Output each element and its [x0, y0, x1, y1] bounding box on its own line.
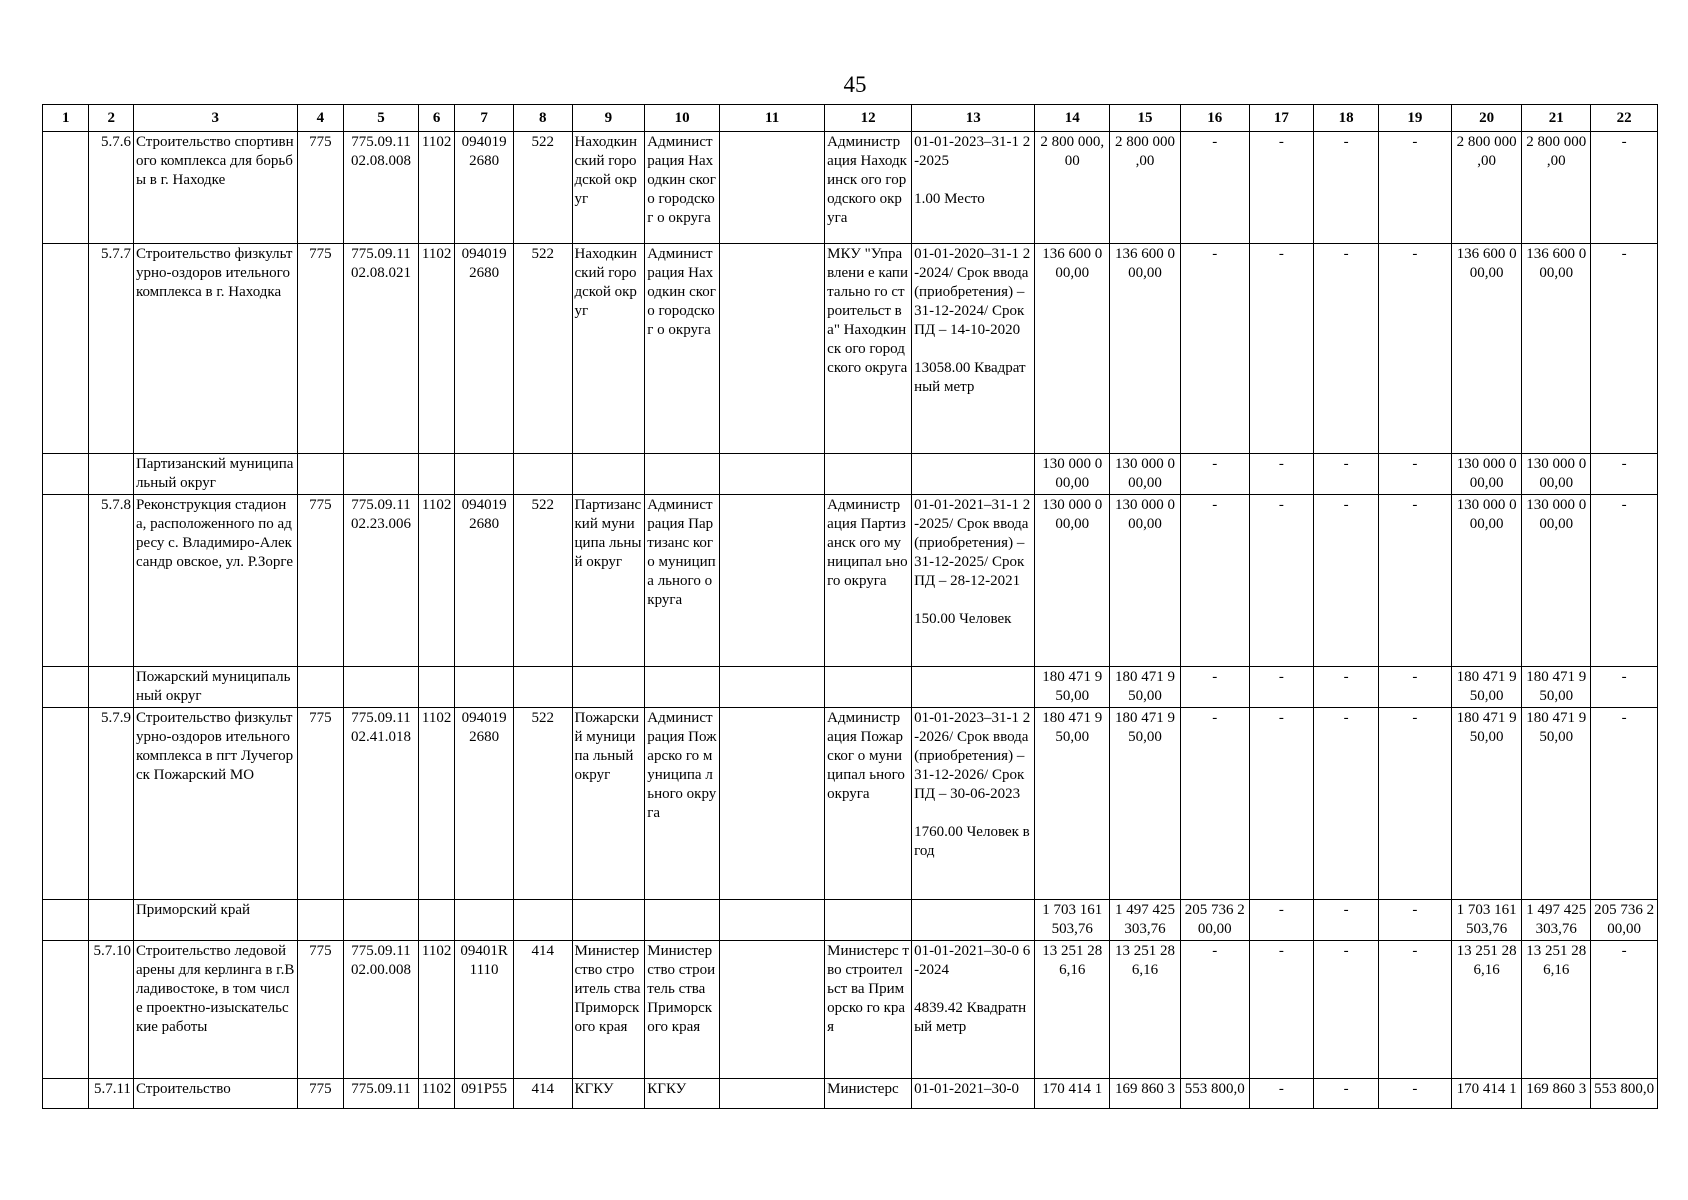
cell-col-19: - [1378, 667, 1451, 708]
cell-col-22: - [1591, 495, 1658, 667]
cell-col-13 [912, 900, 1035, 941]
cell-col-5: 775.09.11 02.08.008 [344, 132, 419, 244]
cell-col-20: 180 471 9 50,00 [1451, 667, 1522, 708]
cell-col-3: Строительство физкультурно-оздоров ительного комплекса в пгт Лучегорск Пожарский МО [133, 708, 297, 900]
cell-col-3: Реконструкция стадиона, расположенного по адресу с. Владимиро-Александр овское, ул. Р.Зорге [133, 495, 297, 667]
cell-col-14: 130 000 0 00,00 [1035, 495, 1110, 667]
cell-col-15: 1 497 425 303,76 [1110, 900, 1181, 941]
cell-col-11 [720, 244, 825, 454]
cell-col-12 [825, 454, 912, 495]
cell-col-4 [297, 667, 343, 708]
cell-col-6: 1102 [418, 132, 454, 244]
cell-col-10 [645, 900, 720, 941]
cell-col-1 [43, 244, 89, 454]
cell-col-16: - [1180, 454, 1249, 495]
column-header-1: 1 [43, 105, 89, 132]
cell-col-15: 130 000 0 00,00 [1110, 495, 1181, 667]
cell-col-6: 1102 [418, 708, 454, 900]
cell-col-3: Пожарский муниципальный округ [133, 667, 297, 708]
cell-col-13: 01-01-2021–31-1 2-2025/ Срок ввода (приобретения) – 31-12-2025/ Срок ПД – 28-12-2021 150.00 Человек [912, 495, 1035, 667]
cell-col-14: 13 251 28 6,16 [1035, 941, 1110, 1079]
cell-col-16: - [1180, 667, 1249, 708]
cell-col-14: 180 471 9 50,00 [1035, 708, 1110, 900]
cell-col-2: 5.7.7 [89, 244, 133, 454]
table-row [43, 132, 1658, 244]
cell-col-8: 414 [513, 1079, 572, 1109]
cell-col-5: 775.09.11 02.41.018 [344, 708, 419, 900]
cell-col-18: - [1314, 708, 1379, 900]
cell-col-12 [825, 667, 912, 708]
column-header-13: 13 [912, 105, 1035, 132]
column-header-4: 4 [297, 105, 343, 132]
cell-col-7: 09401R 1110 [455, 941, 514, 1079]
cell-col-22: - [1591, 244, 1658, 454]
cell-col-10: КГКУ [645, 1079, 720, 1109]
cell-col-17: - [1249, 900, 1314, 941]
cell-col-6: 1102 [418, 1079, 454, 1109]
cell-col-1 [43, 941, 89, 1079]
column-header-21: 21 [1522, 105, 1591, 132]
cell-col-17: - [1249, 454, 1314, 495]
cell-col-7: 094019 2680 [455, 495, 514, 667]
cell-col-11 [720, 495, 825, 667]
cell-col-10 [645, 454, 720, 495]
cell-col-14: 130 000 0 00,00 [1035, 454, 1110, 495]
cell-col-21: 130 000 0 00,00 [1522, 454, 1591, 495]
cell-col-19: - [1378, 132, 1451, 244]
cell-col-3: Партизанский муниципальный округ [133, 454, 297, 495]
page-number: 45 [843, 72, 867, 97]
cell-col-16: - [1180, 132, 1249, 244]
cell-col-17: - [1249, 941, 1314, 1079]
cell-col-21: 180 471 9 50,00 [1522, 667, 1591, 708]
cell-col-19: - [1378, 244, 1451, 454]
cell-col-15: 13 251 28 6,16 [1110, 941, 1181, 1079]
column-header-19: 19 [1378, 105, 1451, 132]
cell-col-4: 775 [297, 941, 343, 1079]
cell-col-7: 094019 2680 [455, 244, 514, 454]
cell-col-8: 522 [513, 708, 572, 900]
cell-col-9: Министер ство строитель ства Приморск ого края [572, 941, 645, 1079]
cell-col-18: - [1314, 1079, 1379, 1109]
table-row [43, 495, 1658, 667]
cell-col-5: 775.09.11 02.23.006 [344, 495, 419, 667]
cell-col-4: 775 [297, 708, 343, 900]
column-header-6: 6 [418, 105, 454, 132]
cell-col-15: 169 860 3 [1110, 1079, 1181, 1109]
cell-col-22: 553 800,0 [1591, 1079, 1658, 1109]
cell-col-18: - [1314, 132, 1379, 244]
cell-col-3: Приморский край [133, 900, 297, 941]
cell-col-13: 01-01-2021–30-0 6-2024 4839.42 Квадратный метр [912, 941, 1035, 1079]
cell-col-16: - [1180, 941, 1249, 1079]
cell-col-22: - [1591, 667, 1658, 708]
cell-col-22: - [1591, 454, 1658, 495]
cell-col-21: 1 497 425 303,76 [1522, 900, 1591, 941]
cell-col-13: 01-01-2020–31-1 2-2024/ Срок ввода (приобретения) – 31-12-2024/ Срок ПД – 14-10-2020 13058.00 Квадратный метр [912, 244, 1035, 454]
cell-col-16: - [1180, 708, 1249, 900]
cell-col-16: - [1180, 495, 1249, 667]
cell-col-1 [43, 495, 89, 667]
cell-col-9: КГКУ [572, 1079, 645, 1109]
cell-col-2 [89, 454, 133, 495]
cell-col-7: 094019 2680 [455, 708, 514, 900]
cell-col-3: Строительство [133, 1079, 297, 1109]
cell-col-20: 136 600 0 00,00 [1451, 244, 1522, 454]
cell-col-21: 180 471 9 50,00 [1522, 708, 1591, 900]
cell-col-2 [89, 900, 133, 941]
cell-col-10: Админист рация Находкин ского городског о округа [645, 132, 720, 244]
cell-col-7: 094019 2680 [455, 132, 514, 244]
subtotal-row [43, 454, 1658, 495]
cell-col-12: Администр ация Пожарског о муниципал ьного округа [825, 708, 912, 900]
cell-col-10: Админист рация Партизанс кого муниципа льного округа [645, 495, 720, 667]
cell-col-19: - [1378, 900, 1451, 941]
cell-col-16: 553 800,0 [1180, 1079, 1249, 1109]
cell-col-5: 775.09.11 [344, 1079, 419, 1109]
cell-col-10: Админист рация Пожарско го муниципа льного округа [645, 708, 720, 900]
cell-col-13 [912, 667, 1035, 708]
column-header-15: 15 [1110, 105, 1181, 132]
table-row [43, 1079, 1658, 1109]
cell-col-1 [43, 708, 89, 900]
cell-col-18: - [1314, 244, 1379, 454]
cell-col-22: 205 736 2 00,00 [1591, 900, 1658, 941]
cell-col-12 [825, 900, 912, 941]
cell-col-7 [455, 454, 514, 495]
cell-col-15: 2 800 000 ,00 [1110, 132, 1181, 244]
cell-col-11 [720, 708, 825, 900]
cell-col-13 [912, 454, 1035, 495]
cell-col-5: 775.09.11 02.08.021 [344, 244, 419, 454]
cell-col-7 [455, 667, 514, 708]
cell-col-11 [720, 132, 825, 244]
cell-col-15: 130 000 0 00,00 [1110, 454, 1181, 495]
cell-col-8: 522 [513, 244, 572, 454]
cell-col-10: Министер ство строитель ства Приморск ого края [645, 941, 720, 1079]
cell-col-22: - [1591, 708, 1658, 900]
cell-col-18: - [1314, 667, 1379, 708]
cell-col-12: Администр ация Находкинск ого городского округа [825, 132, 912, 244]
column-header-5: 5 [344, 105, 419, 132]
cell-col-1 [43, 1079, 89, 1109]
cell-col-6: 1102 [418, 244, 454, 454]
column-header-3: 3 [133, 105, 297, 132]
cell-col-9: Находкин ский городской округ [572, 132, 645, 244]
cell-col-9: Пожарски й муниципа льный округ [572, 708, 645, 900]
cell-col-4: 775 [297, 132, 343, 244]
cell-col-11 [720, 667, 825, 708]
cell-col-8: 522 [513, 495, 572, 667]
cell-col-11 [720, 454, 825, 495]
column-header-11: 11 [720, 105, 825, 132]
cell-col-4: 775 [297, 495, 343, 667]
cell-col-4 [297, 454, 343, 495]
cell-col-2: 5.7.11 [89, 1079, 133, 1109]
cell-col-8: 414 [513, 941, 572, 1079]
cell-col-21: 136 600 0 00,00 [1522, 244, 1591, 454]
cell-col-15: 180 471 9 50,00 [1110, 708, 1181, 900]
column-header-2: 2 [89, 105, 133, 132]
cell-col-11 [720, 900, 825, 941]
cell-col-20: 170 414 1 [1451, 1079, 1522, 1109]
cell-col-1 [43, 454, 89, 495]
cell-col-14: 136 600 0 00,00 [1035, 244, 1110, 454]
cell-col-19: - [1378, 1079, 1451, 1109]
cell-col-20: 130 000 0 00,00 [1451, 454, 1522, 495]
cell-col-13: 01-01-2023–31-1 2-2025 1.00 Место [912, 132, 1035, 244]
cell-col-8: 522 [513, 132, 572, 244]
cell-col-14: 170 414 1 [1035, 1079, 1110, 1109]
column-header-20: 20 [1451, 105, 1522, 132]
cell-col-9 [572, 454, 645, 495]
table-row [43, 708, 1658, 900]
cell-col-16: - [1180, 244, 1249, 454]
cell-col-1 [43, 132, 89, 244]
cell-col-1 [43, 900, 89, 941]
cell-col-16: 205 736 2 00,00 [1180, 900, 1249, 941]
column-header-12: 12 [825, 105, 912, 132]
cell-col-9 [572, 667, 645, 708]
column-header-22: 22 [1591, 105, 1658, 132]
cell-col-20: 180 471 9 50,00 [1451, 708, 1522, 900]
cell-col-20: 2 800 000 ,00 [1451, 132, 1522, 244]
cell-col-2: 5.7.9 [89, 708, 133, 900]
cell-col-15: 180 471 9 50,00 [1110, 667, 1181, 708]
cell-col-12: Министерс [825, 1079, 912, 1109]
cell-col-2: 5.7.6 [89, 132, 133, 244]
cell-col-12: Министерс тво строительст ва Приморско го края [825, 941, 912, 1079]
cell-col-18: - [1314, 495, 1379, 667]
cell-col-6 [418, 667, 454, 708]
cell-col-13: 01-01-2021–30-0 [912, 1079, 1035, 1109]
cell-col-19: - [1378, 941, 1451, 1079]
cell-col-6 [418, 454, 454, 495]
cell-col-21: 13 251 28 6,16 [1522, 941, 1591, 1079]
cell-col-17: - [1249, 1079, 1314, 1109]
cell-col-9 [572, 900, 645, 941]
cell-col-21: 130 000 0 00,00 [1522, 495, 1591, 667]
cell-col-18: - [1314, 900, 1379, 941]
cell-col-6: 1102 [418, 495, 454, 667]
cell-col-17: - [1249, 495, 1314, 667]
cell-col-3: Строительство физкультурно-оздоров ительного комплекса в г. Находка [133, 244, 297, 454]
cell-col-17: - [1249, 132, 1314, 244]
cell-col-19: - [1378, 708, 1451, 900]
cell-col-7: 091P55 [455, 1079, 514, 1109]
cell-col-20: 13 251 28 6,16 [1451, 941, 1522, 1079]
table-row [43, 941, 1658, 1079]
cell-col-2: 5.7.10 [89, 941, 133, 1079]
column-header-10: 10 [645, 105, 720, 132]
column-header-7: 7 [455, 105, 514, 132]
cell-col-12: МКУ "Управлени е капитально го строительст ва" Находкинск ого городского округа [825, 244, 912, 454]
column-header-8: 8 [513, 105, 572, 132]
cell-col-8 [513, 454, 572, 495]
cell-col-5: 775.09.11 02.00.008 [344, 941, 419, 1079]
cell-col-3: Строительство спортивного комплекса для борьбы в г. Находке [133, 132, 297, 244]
cell-col-10 [645, 667, 720, 708]
cell-col-5 [344, 667, 419, 708]
cell-col-18: - [1314, 941, 1379, 1079]
cell-col-20: 1 703 161 503,76 [1451, 900, 1522, 941]
cell-col-22: - [1591, 132, 1658, 244]
cell-col-20: 130 000 0 00,00 [1451, 495, 1522, 667]
cell-col-7 [455, 900, 514, 941]
cell-col-13: 01-01-2023–31-1 2-2026/ Срок ввода (приобретения) – 31-12-2026/ Срок ПД – 30-06-2023 1760.00 Человек в год [912, 708, 1035, 900]
subtotal-row [43, 667, 1658, 708]
budget-table [42, 104, 1658, 1109]
cell-col-17: - [1249, 708, 1314, 900]
cell-col-1 [43, 667, 89, 708]
cell-col-19: - [1378, 495, 1451, 667]
cell-col-8 [513, 900, 572, 941]
cell-col-21: 169 860 3 [1522, 1079, 1591, 1109]
cell-col-17: - [1249, 667, 1314, 708]
cell-col-14: 180 471 9 50,00 [1035, 667, 1110, 708]
cell-col-6 [418, 900, 454, 941]
cell-col-11 [720, 941, 825, 1079]
cell-col-9: Партизанс кий муниципа льный округ [572, 495, 645, 667]
cell-col-2: 5.7.8 [89, 495, 133, 667]
cell-col-19: - [1378, 454, 1451, 495]
column-header-9: 9 [572, 105, 645, 132]
header-row [43, 105, 1658, 132]
cell-col-14: 1 703 161 503,76 [1035, 900, 1110, 941]
cell-col-5 [344, 900, 419, 941]
cell-col-21: 2 800 000 ,00 [1522, 132, 1591, 244]
cell-col-4: 775 [297, 244, 343, 454]
cell-col-5 [344, 454, 419, 495]
cell-col-17: - [1249, 244, 1314, 454]
column-header-16: 16 [1180, 105, 1249, 132]
cell-col-4: 775 [297, 1079, 343, 1109]
cell-col-11 [720, 1079, 825, 1109]
cell-col-15: 136 600 0 00,00 [1110, 244, 1181, 454]
cell-col-3: Строительство ледовой арены для керлинга в г.Владивостоке, в том числе проектно-изыскательс кие работы [133, 941, 297, 1079]
cell-col-8 [513, 667, 572, 708]
cell-col-6: 1102 [418, 941, 454, 1079]
cell-col-18: - [1314, 454, 1379, 495]
cell-col-12: Администр ация Партизанск ого муниципал ьного округа [825, 495, 912, 667]
table-row [43, 244, 1658, 454]
subtotal-row [43, 900, 1658, 941]
column-header-14: 14 [1035, 105, 1110, 132]
cell-col-22: - [1591, 941, 1658, 1079]
column-header-17: 17 [1249, 105, 1314, 132]
cell-col-9: Находкин ский городской округ [572, 244, 645, 454]
cell-col-14: 2 800 000, 00 [1035, 132, 1110, 244]
cell-col-4 [297, 900, 343, 941]
cell-col-10: Админист рация Находкин ского городског о округа [645, 244, 720, 454]
column-header-18: 18 [1314, 105, 1379, 132]
cell-col-2 [89, 667, 133, 708]
